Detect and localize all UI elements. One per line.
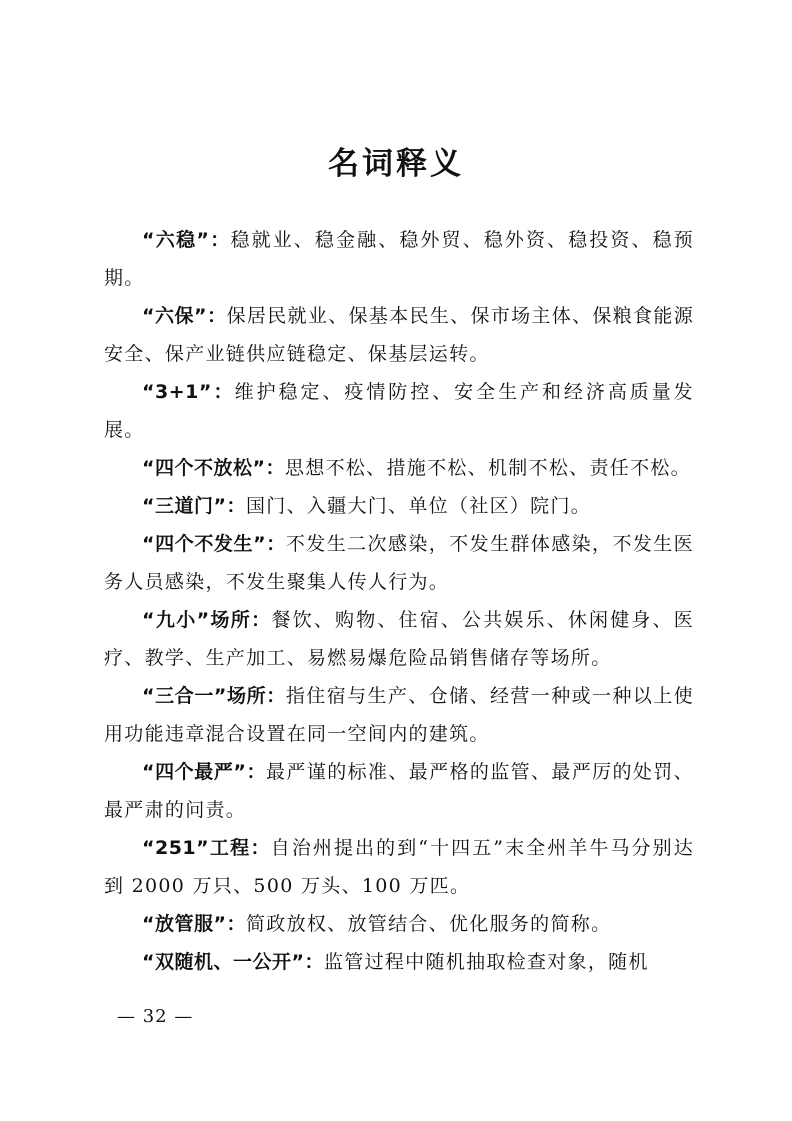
glossary-term: “四个不发生”： (142, 533, 286, 555)
glossary-term: “3+1”： (142, 381, 235, 403)
glossary-entry (104, 487, 694, 525)
glossary-term: “三合一”场所： (142, 685, 286, 707)
glossary-entry (104, 829, 694, 905)
glossary-term: “双随机、一公开”： (142, 951, 324, 973)
glossary-entry (104, 221, 694, 297)
glossary-definition: 最严谨的标准、最严格的监管、最严厉的处罚、最严肃的问责。 (104, 761, 694, 821)
glossary-definition: 维护稳定、疫情防控、安全生产和经济高质量发展。 (104, 381, 694, 441)
glossary-definition: 不发生二次感染，不发生群体感染，不发生医务人员感染，不发生聚集人传人行为。 (104, 533, 694, 593)
glossary-entry (104, 525, 694, 601)
glossary-term: “四个最严”： (142, 761, 267, 783)
glossary-entry (104, 943, 694, 981)
glossary-definition: 指住宿与生产、仓储、经营一种或一种以上使用功能违章混合设置在同一空间内的建筑。 (104, 685, 694, 745)
glossary-entry (104, 449, 694, 487)
glossary-term: “六稳”： (142, 229, 231, 251)
glossary-definition: 监管过程中随机抽取检查对象，随机 (323, 951, 649, 973)
glossary-entry (104, 677, 694, 753)
glossary-entry (104, 601, 694, 677)
glossary-term: “三道门”： (142, 495, 246, 517)
glossary-definition: 保居民就业、保基本民生、保市场主体、保粮食能源安全、保产业链供应链稳定、保基层运转。 (104, 305, 694, 365)
glossary-entry (104, 297, 694, 373)
glossary-definition: 稳就业、稳金融、稳外贸、稳外资、稳投资、稳预期。 (104, 229, 694, 289)
glossary-term: “九小”场所： (142, 609, 272, 631)
glossary-definition: 餐饮、购物、住宿、公共娱乐、休闲健身、医疗、教学、生产加工、易燃易爆危险品销售储存等场所。 (104, 609, 694, 669)
glossary-entry (104, 905, 694, 943)
glossary-term: “四个不放松”： (142, 457, 285, 479)
glossary-definition: 国门、入疆大门、单位（社区）院门。 (245, 495, 592, 517)
glossary-term: “放管服”： (142, 913, 246, 935)
glossary-definition: 简政放权、放管结合、优化服务的简称。 (245, 913, 612, 935)
glossary-term: “六保”： (142, 305, 227, 327)
page-number: — 32 — (117, 1006, 194, 1027)
glossary-term: “251”工程： (142, 837, 271, 859)
glossary-entry (104, 753, 694, 829)
page-title: 名词释义 (328, 146, 464, 182)
glossary-definition: 自治州提出的到“十四五”末全州羊牛马分别达到 2000 万只、500 万头、100 万匹。 (104, 837, 694, 897)
glossary-list (104, 221, 694, 981)
glossary-entry (104, 373, 694, 449)
glossary-definition: 思想不松、措施不松、机制不松、责任不松。 (284, 457, 691, 479)
